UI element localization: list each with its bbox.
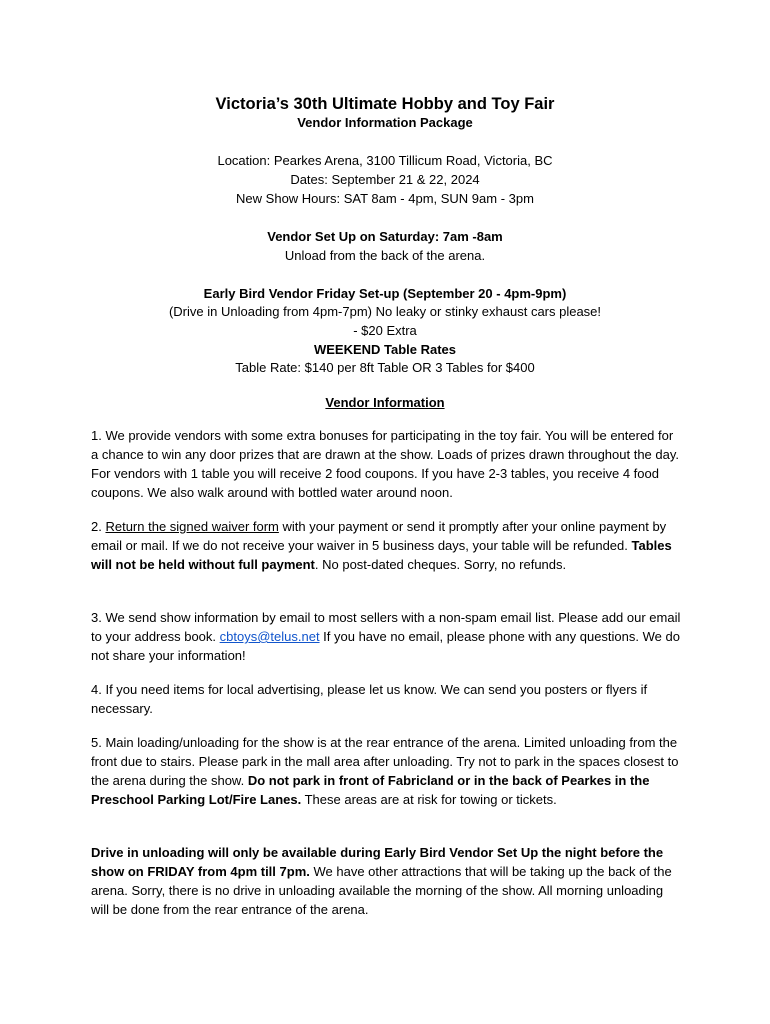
paragraph-5-text: 5. Main loading/unloading for the show is at the rear entrance of the arena. Limited unloading from the front due to stairs. Please park in the mall area after unloading. Try not to park in the spaces closest to the arena during the show. [91, 735, 679, 788]
rates-text: Table Rate: $140 per 8ft Table OR 3 Tables for $400 [235, 360, 535, 375]
setup-note: Unload from the back of the arena. [284, 248, 486, 263]
waiver-form-link[interactable]: Return the signed waiver form [105, 519, 279, 534]
paragraph-3 [91, 608, 681, 665]
paragraph-6 [91, 843, 681, 919]
rates-heading: WEEKEND Table Rates [313, 342, 457, 357]
paragraph-5-bold: Do not park in front of Fabricland or in the back of Pearkes in the Preschool Parking Lot/Fire Lanes. [91, 773, 650, 807]
paragraph-6-bold: Drive in unloading will only be available during Early Bird Vendor Set Up the night before the show on FRIDAY from 4pm till 7pm. [91, 845, 664, 879]
paragraph-5-end: These areas are at risk for towing or tickets. [301, 792, 557, 807]
vendor-info-heading-text: Vendor Information [325, 395, 445, 410]
paragraph-2 [91, 517, 681, 574]
paragraph-2-bold: Tables will not be held without full payment [91, 538, 672, 572]
paragraph-5 [91, 733, 681, 809]
paragraph-2-text: with your payment or send it promptly after your online payment by email or mail. If we do not receive your waiver in 5 business days, your table will be refunded. [91, 519, 667, 553]
paragraph-6-text: We have other attractions that will be taking up the back of the arena. Sorry, there is no drive in unloading available the morning of the show. All morning unloading will be done from the rear entrance of the arena. [91, 864, 672, 917]
email-link[interactable]: cbtoys@telus.net [219, 629, 320, 644]
vendor-info-heading [0, 394, 770, 411]
paragraph-3-end: If you have no email, please phone with any questions. We do not share your information! [91, 629, 680, 663]
setup-heading: Vendor Set Up on Saturday: 7am -8am [267, 229, 503, 244]
page-subtitle: Vendor Information Package [297, 115, 473, 130]
paragraph-2-end: . No post-dated cheques. Sorry, no refunds. [314, 557, 567, 572]
paragraph-4: 4. If you need items for local advertising, please let us know. We can send you posters or flyers if necessary. [91, 682, 648, 716]
early-bird-extra: - $20 Extra [353, 323, 417, 338]
dates-line: Dates: September 21 & 22, 2024 [290, 172, 480, 187]
hours-line: New Show Hours: SAT 8am - 4pm, SUN 9am - 3pm [236, 191, 534, 206]
paragraph-1: 1. We provide vendors with some extra bonuses for participating in the toy fair. You will be entered for a chance to win any door prizes that are drawn at the show. Loads of prizes drawn throughout the day. For vendors with 1 table you will receive 2 food coupons. If you have 2-3 tables, you receive 4 food coupons. We also walk around with bottled water around noon. [91, 428, 680, 500]
page-title: Victoria’s 30th Ultimate Hobby and Toy Fair [215, 95, 555, 113]
location-line: Location: Pearkes Arena, 3100 Tillicum Road, Victoria, BC [217, 153, 553, 168]
early-bird-note: (Drive in Unloading from 4pm-7pm) No leaky or stinky exhaust cars please! [168, 304, 602, 319]
paragraph-2-prefix: 2. [91, 519, 106, 534]
paragraph-3-text: 3. We send show information by email to most sellers with a non-spam email list. Please add our email to your address book. [91, 610, 681, 644]
early-bird-heading: Early Bird Vendor Friday Set-up (September 20 - 4pm-9pm) [203, 286, 567, 301]
